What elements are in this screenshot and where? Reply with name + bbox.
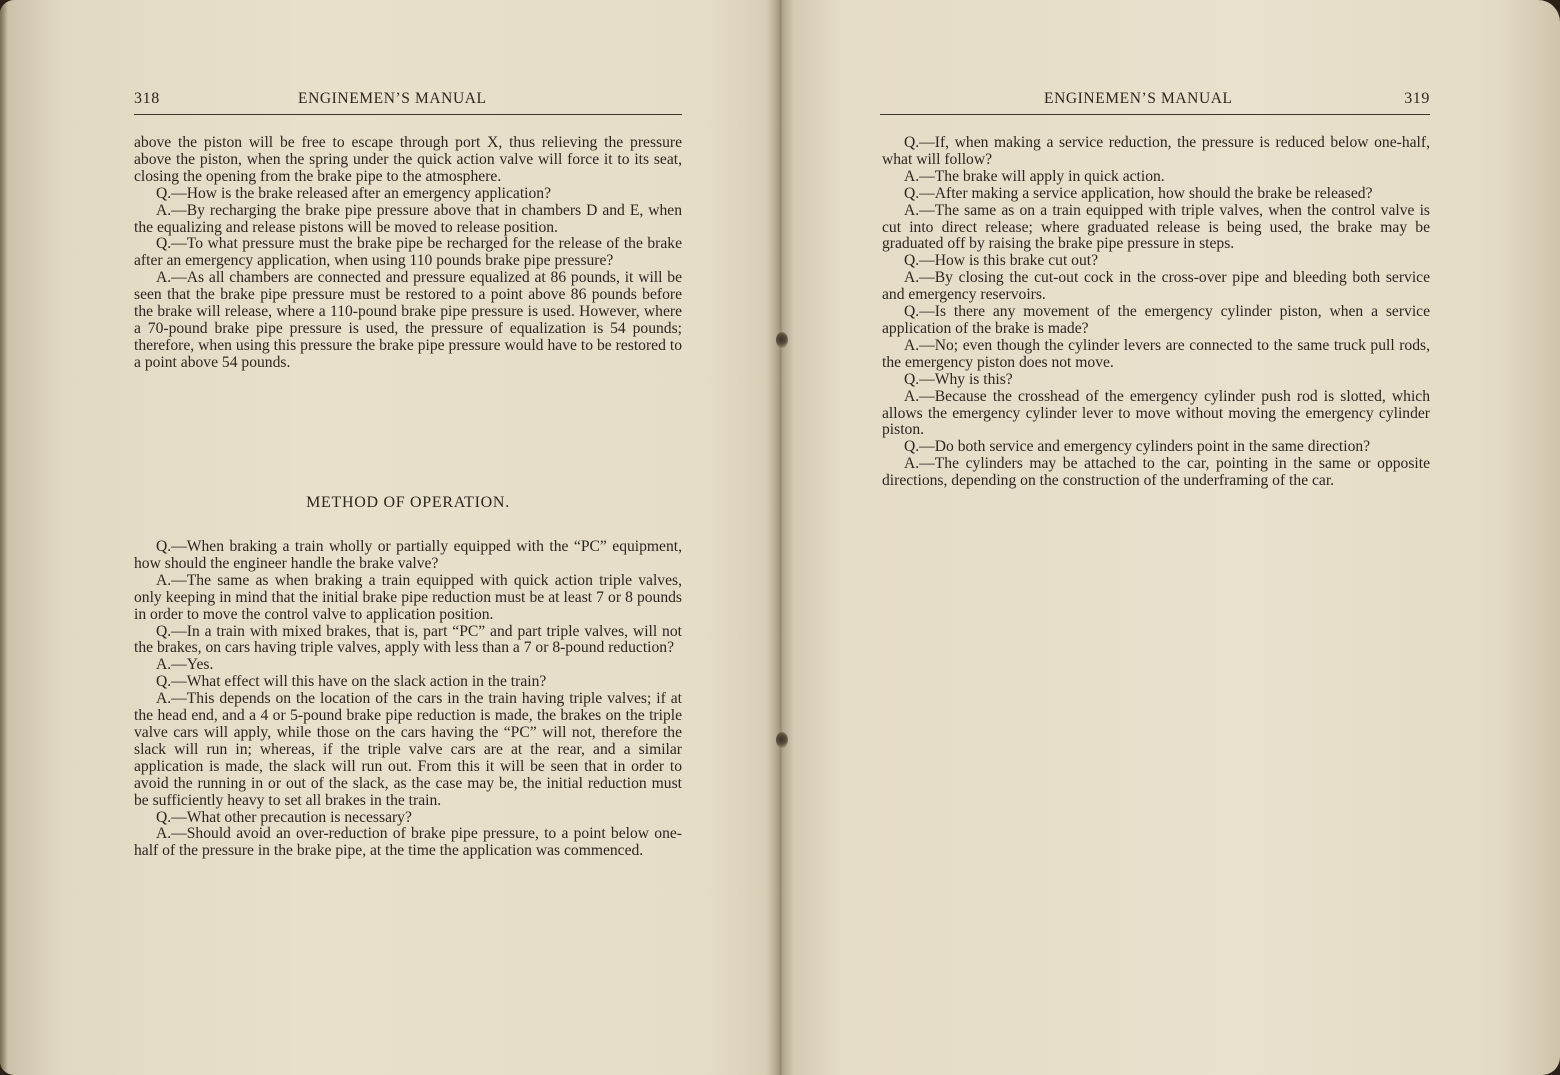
right-text — [882, 135, 1430, 490]
answer: A.—This depends on the location of the cars in the train having triple valves; if at the head end, and a 4 or 5-pound brake pipe reduction is made, the brakes on the triple valve cars will apply, while those on the cars having the “PC” will not, therefore the slack will run in; whereas, if the triple valve cars are at the rear, and a similar application is made, the slack will run out. From this it will be seen that in order to avoid the running in or out of the slack, as the case may be, the initial reduction must be sufficiently heavy to set all brakes in the train. — [134, 690, 682, 809]
answer: A.—By closing the cut-out cock in the cross-over pipe and bleeding both service and emergency reservoirs. — [882, 269, 1430, 304]
left-running-head — [134, 88, 682, 115]
question: Q.—Do both service and emergency cylinders point in the same direction? — [904, 438, 1371, 456]
answer: A.—Yes. — [156, 656, 214, 674]
question: Q.—In a train with mixed brakes, that is, part “PC” and part triple valves, will not the brakes, on cars having triple valves, apply with less than a 7 or 8-pound reduction? — [134, 622, 682, 657]
question: Q.—If, when making a service reduction, the pressure is reduced below one-half, what will follow? — [882, 134, 1430, 168]
answer: A.—As all chambers are connected and pressure equalized at 86 pounds, it will be seen that the brake pipe pressure must be restored to a point above 86 pounds before the brake will release, where a 110-pound brake pipe pressure is used. However, where a 70-pound brake pipe pressure is used, the pressure of equalization is 54 pounds; therefore, when using this pressure the brake pipe pressure would have to be restored to a point above 54 pounds. — [134, 269, 682, 371]
question: Q.—Why is this? — [904, 370, 1013, 388]
section-heading: METHOD OF OPERATION. — [306, 494, 510, 511]
answer: A.—Should avoid an over-reduction of brake pipe pressure, to a point below one-half of the pressure in the brake pipe, at the time the application was commenced. — [134, 825, 682, 860]
question: Q.—When braking a train wholly or partially equipped with the “PC” equipment, how should the engineer handle the brake valve? — [134, 538, 682, 572]
question: Q.—After making a service application, how should the brake be released? — [904, 184, 1373, 202]
answer: A.—Because the crosshead of the emergency cylinder push rod is slotted, which allows the emergency cylinder lever to move without moving the emergency cylinder piston. — [882, 387, 1430, 439]
answer: A.—No; even though the cylinder levers are connected to the same truck pull rods, the emergency piston does not move. — [882, 336, 1430, 371]
right-running-title: ENGINEMEN’S MANUAL — [1044, 90, 1233, 107]
question: Q.—To what pressure must the brake pipe be recharged for the release of the brake after an emergency application, when using 110 pounds brake pipe pressure? — [134, 235, 682, 270]
question: Q.—What effect will this have on the slack action in the train? — [156, 673, 547, 691]
question: Q.—What other precaution is necessary? — [156, 808, 412, 826]
left-running-title: ENGINEMEN’S MANUAL — [298, 90, 487, 107]
question: Q.—Is there any movement of the emergency cylinder piston, when a service application of the brake is made? — [882, 303, 1430, 337]
right-page — [780, 0, 1560, 1075]
answer: A.—By recharging the brake pipe pressure above that in chambers D and E, when the equalizing and release pistons will be moved to release position. — [134, 201, 682, 236]
answer: A.—The cylinders may be attached to the car, pointing in the same or opposite directions, depending on the construction of the underframing of the car. — [882, 455, 1430, 490]
question: Q.—How is this brake cut out? — [904, 252, 1099, 270]
question: Q.—How is the brake released after an emergency application? — [156, 184, 552, 202]
answer: A.—The brake will apply in quick action. — [904, 167, 1165, 185]
right-page-number: 319 — [1404, 90, 1430, 107]
right-running-head — [880, 88, 1430, 115]
answer: A.—The same as when braking a train equipped with quick action triple valves, only keeping in mind that the initial brake pipe reduction must be at least 7 or 8 pounds in order to move the control valve to application position. — [134, 571, 682, 623]
left-page-number: 318 — [134, 90, 160, 107]
answer: A.—The same as on a train equipped with triple valves, when the control valve is cut into direct release; where graduated release is being used, the brake may be graduated off by raising the brake pipe pressure in steps. — [882, 201, 1430, 253]
left-lower-text — [134, 539, 682, 860]
left-upper-text — [134, 135, 682, 372]
paragraph: above the piston will be free to escape through port X, thus relieving the pressure above the piston, when the spring under the quick action valve will force it to its seat, closing the opening from the brake pipe to the atmosphere. — [134, 134, 682, 185]
